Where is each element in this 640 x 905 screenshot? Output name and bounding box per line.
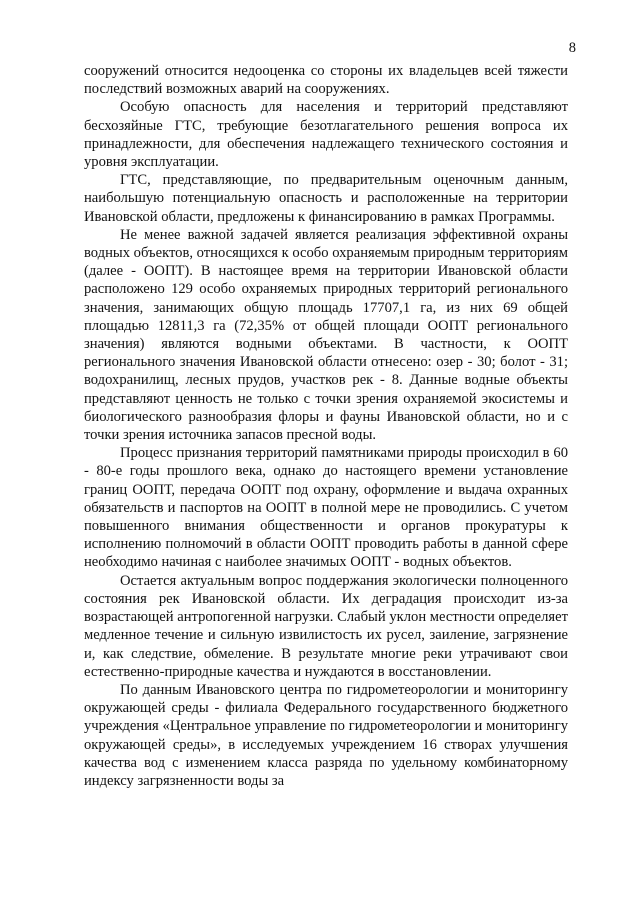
paragraph: Процесс признания территорий памятниками природы происходил в 60 - 80-е годы прошлого века, однако до настоящего времени установление границ ООПТ, передача ООПТ под охрану, оформление и выдача охранных обязательств и паспортов на ООПТ в полной мере не проводились. С учетом повышенного внимания общественности и органов прокуратуры к исполнению полномочий в области ООПТ проводить работы в данной сфере необходимо начиная с наиболее значимых ООПТ - водных объектов.	[84, 445, 568, 571]
paragraph: ГТС, представляющие, по предварительным оценочным данным, наибольшую потенциальную опасность и расположенные на территории Ивановской области, предложены к финансированию в рамках Программы.	[84, 172, 568, 225]
body-text	[84, 62, 568, 790]
paragraph: По данным Ивановского центра по гидрометеорологии и мониторингу окружающей среды - филиала Федерального государственного бюджетного учреждения «Центральное управление по гидрометеорологии и мониторингу окружающей среды», в исследуемых учреждением 16 створах улучшения качества вод с изменением класса разряда по удельному комбинаторному индексу загрязненности воды за	[84, 681, 568, 789]
paragraph: Не менее важной задачей является реализация эффективной охраны водных объектов, относящихся к особо охраняемым природным территориям (далее - ООПТ). В настоящее время на территории Ивановской области расположено 129 особо охраняемых природных территорий регионального значения, занимающих общую площадь 17707,1 га, из них 69 общей площадью 12811,3 га (72,35% от общей площади ООПТ регионального значения) являются водными объектами. В частности, к ООПТ регионального значения Ивановской области отнесено: озер - 30; болот - 31; водохранилищ, лесных прудов, участков рек - 8. Данные водные объекты представляют ценность не только с точки зрения охраняемой экосистемы и биологического разнообразия флоры и фауны Ивановской области, но и с точки зрения источника запасов пресной воды.	[84, 226, 568, 444]
paragraph: Особую опасность для населения и территорий представляют бесхозяйные ГТС, требующие безотлагательного решения вопроса их принадлежности, для обеспечения надлежащего технического состояния и уровня эксплуатации.	[84, 99, 568, 171]
paragraph: Остается актуальным вопрос поддержания экологически полноценного состояния рек Ивановской области. Их деградация происходит из-за возрастающей антропогенной нагрузки. Слабый уклон местности определяет медленное течение и сильную извилистость их русел, заиление, загрязнение и, как следствие, обмеление. В результате многие реки утрачивают свои естественно-природные качества и нуждаются в восстановлении.	[84, 572, 568, 680]
page-number: 8	[568, 40, 576, 56]
paragraph-continuation: сооружений относится недооценка со стороны их владельцев всей тяжести последствий возможных аварий на сооружениях.	[84, 63, 568, 98]
